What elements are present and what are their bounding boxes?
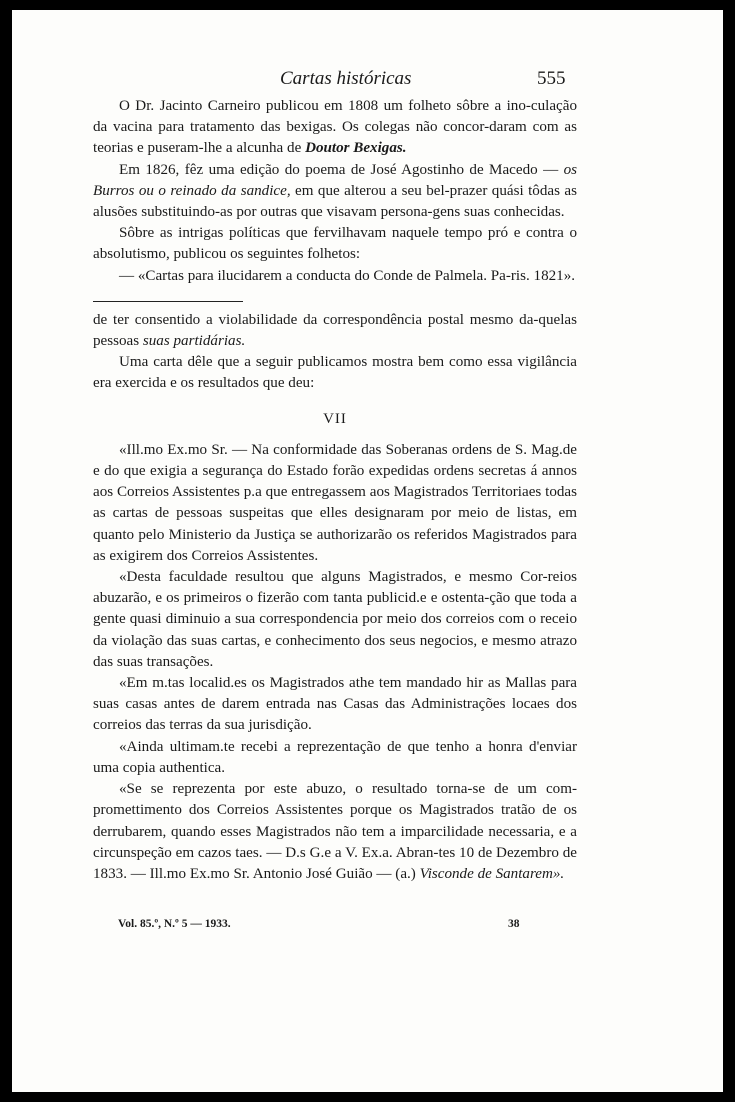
emphasis: suas partidárias. <box>142 333 246 350</box>
paragraph-text: de ter consentido a violabilidade da correspondência postal mesmo da-quelas pessoas <box>93 311 577 350</box>
page-number: 555 <box>537 68 566 89</box>
paragraph-text: em que alterou a seu bel-prazer quási tôdas as alusões substituindo-as por outras que visavam persona-gens suas conhecidas. <box>93 182 577 221</box>
emphasis: Doutor Bexigas. <box>305 140 407 157</box>
paragraph: Uma carta dêle que a seguir publicamos mostra bem como essa vigilância era exercida e os resultados que deu: <box>93 354 577 392</box>
section-heading: VII <box>323 410 347 427</box>
letter-paragraph <box>93 779 577 885</box>
letter-paragraph: «Em m.tas localid.es os Magistrados athe tem mandado hir as Mallas para suas casas antes de darem entrada nas Casas das Administrações locaes dos correios das terras da sua jurisdição. <box>93 675 577 734</box>
letter-paragraph: «Desta faculdade resultou que alguns Magistrados, e mesmo Cor-reios abuzarão, e os primeiros o fizerão com tanta publicid.e e ostenta-ção que toda a gente quasi diminuio a sua correspondencia por meio dos correios com o receio da violação das suas cartas, e conhecimento dos seus negocios, e mesmo atrazo das suas transações. <box>93 569 577 670</box>
letter-paragraph: «Ill.mo Ex.mo Sr. — Na conformidade das Soberanas ordens de S. Mag.de e do que exigia a segurança do Estado forão expedidas ordens secretas á annos aos Correios Assistentes p.a que entregassem aos Magistrados Territoriaes todas as cartas de pessoas suspeitas que elles designaram por meio de listas, em quanto pelo Ministerio da Justiça se authorizarão os referidos Magistrados para as exigirem dos Correios Assistentes. <box>93 441 577 564</box>
page-footer <box>118 918 548 938</box>
emphasis: Visconde de Santarem». <box>419 865 565 882</box>
emphasis: os Burros ou o reinado da sandice, <box>93 161 577 199</box>
paragraph: — «Cartas para ilucidarem a conducta do Conde de Palmela. Pa-ris. 1821». <box>119 267 576 284</box>
footnote-rule <box>93 301 243 302</box>
paragraph <box>93 96 577 160</box>
body-text <box>93 96 577 885</box>
paragraph-text: O Dr. Jacinto Carneiro publicou em 1808 um folheto sôbre a ino-culação da vacina para tratamento das bexigas. Os colegas não concor-daram com as teorias e puseram-lhe a alcunha de <box>93 98 577 157</box>
paragraph-text: «Se se reprezenta por este abuzo, o resultado torna-se de um com-promettimento dos Correios Assistentes porque os Magistrados tratão de os derrubarem, quando esses Magistrados não tem a imparcilidade necessaria, e a circunspeção em cazos taes. — D.s G.e a V. Ex.a. Abran-tes 10 de Dezembro de 1833. — Ill.mo Ex.mo Sr. Antonio José Guião — (a.) <box>93 781 577 882</box>
running-header <box>12 68 723 98</box>
volume-info: Vol. 85.º, N.º 5 — 1933. <box>118 918 231 930</box>
paragraph <box>93 310 577 352</box>
signature-mark: 38 <box>508 918 520 930</box>
paragraph-text: Em 1826, fêz uma edição do poema de José Agostinho de Macedo — <box>119 161 564 178</box>
paragraph: Sôbre as intrigas políticas que fervilhavam naquele tempo pró e contra o absolutismo, publicou os seguintes folhetos: <box>93 225 577 263</box>
letter-paragraph: «Ainda ultimam.te recebi a reprezentação de que tenho a honra d'enviar uma copia authentica. <box>93 738 577 776</box>
running-title: Cartas históricas <box>280 68 412 89</box>
paragraph <box>93 160 577 224</box>
